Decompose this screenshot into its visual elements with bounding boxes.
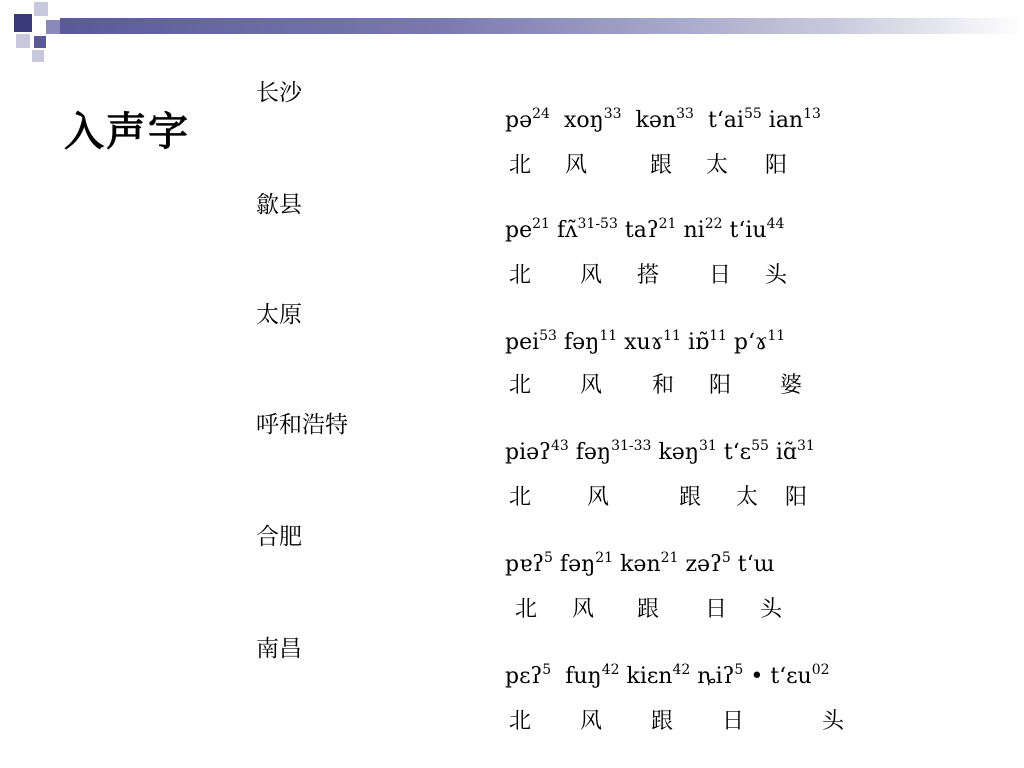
gloss-char: 日 — [705, 597, 728, 622]
gloss-char: 北 — [509, 153, 532, 178]
gloss-char: 日 — [709, 263, 732, 288]
gloss-char: 头 — [760, 597, 783, 622]
decoration-square — [16, 34, 30, 48]
ipa-line: pɐʔ$^5$ fəŋ$^{21}$ kən$^{21}$ zəʔ$^5$ tʻɯ — [505, 550, 775, 577]
ipa-line: pei$^{53}$ fəŋ$^{11}$ xuɤ$^{11}$ iɒ̃$^{11}$ pʻɤ$^{11}$ — [505, 328, 786, 355]
gloss-char: 风 — [580, 709, 603, 734]
gloss-char: 跟 — [650, 153, 673, 178]
ipa-line: pɛʔ$^5$ fuŋ$^{42}$ kiɛn$^{42}$ ȵiʔ$^5$ • tʻɛu$^{02}$ — [505, 662, 830, 689]
decoration-square — [46, 20, 60, 34]
gloss-char: 头 — [765, 263, 788, 288]
ipa-line: piəʔ$^{43}$ fəŋ$^{31-33}$ kəŋ$^{31}$ tʻɛ$^{55}$ iɑ̃$^{31}$ — [505, 438, 815, 465]
gloss-char: 跟 — [679, 485, 702, 510]
gloss-char: 风 — [572, 597, 595, 622]
gloss-char: 太 — [706, 153, 729, 178]
decoration-square — [32, 50, 44, 62]
dialect-place: 呼和浩特 — [256, 412, 348, 438]
dialect-place: 歙县 — [256, 192, 302, 218]
gloss-char: 太 — [736, 485, 759, 510]
dialect-place: 太原 — [256, 302, 302, 328]
gloss-char: 北 — [509, 263, 532, 288]
gloss-char: 风 — [565, 153, 588, 178]
gloss-char: 北 — [515, 597, 538, 622]
dialect-place: 合肥 — [256, 524, 302, 550]
gloss-char: 阳 — [709, 373, 732, 398]
ipa-line: pə$^{24}$ xoŋ$^{33}$ kən$^{33}$ tʻai$^{55}$ ian$^{13}$ — [505, 106, 821, 133]
gloss-char: 跟 — [651, 709, 674, 734]
gloss-char: 阳 — [765, 153, 788, 178]
title-decoration — [0, 0, 1024, 70]
gloss-char: 风 — [580, 373, 603, 398]
gloss-char: 跟 — [637, 597, 660, 622]
gloss-char: 和 — [652, 373, 675, 398]
decoration-bar — [60, 18, 1024, 34]
gloss-char: 婆 — [780, 373, 803, 398]
ipa-line: $pe^{21}$ fʌ̃$^{31-53}$ taʔ$^{21}$ $ni^{22}$ tʻiu$^{44}$ — [505, 216, 785, 243]
gloss-char: 北 — [509, 709, 532, 734]
gloss-char: 搭 — [637, 263, 660, 288]
gloss-char: 北 — [509, 373, 532, 398]
gloss-char: 头 — [822, 709, 845, 734]
gloss-char: 北 — [509, 485, 532, 510]
gloss-char: 风 — [587, 485, 610, 510]
gloss-char: 日 — [722, 709, 745, 734]
slide-title: 入声字 — [64, 109, 190, 155]
decoration-square — [34, 36, 46, 48]
dialect-place: 长沙 — [256, 80, 302, 106]
dialect-place: 南昌 — [256, 636, 302, 662]
decoration-square — [34, 2, 48, 16]
gloss-char: 阳 — [785, 485, 808, 510]
decoration-square — [14, 14, 32, 32]
gloss-char: 风 — [580, 263, 603, 288]
